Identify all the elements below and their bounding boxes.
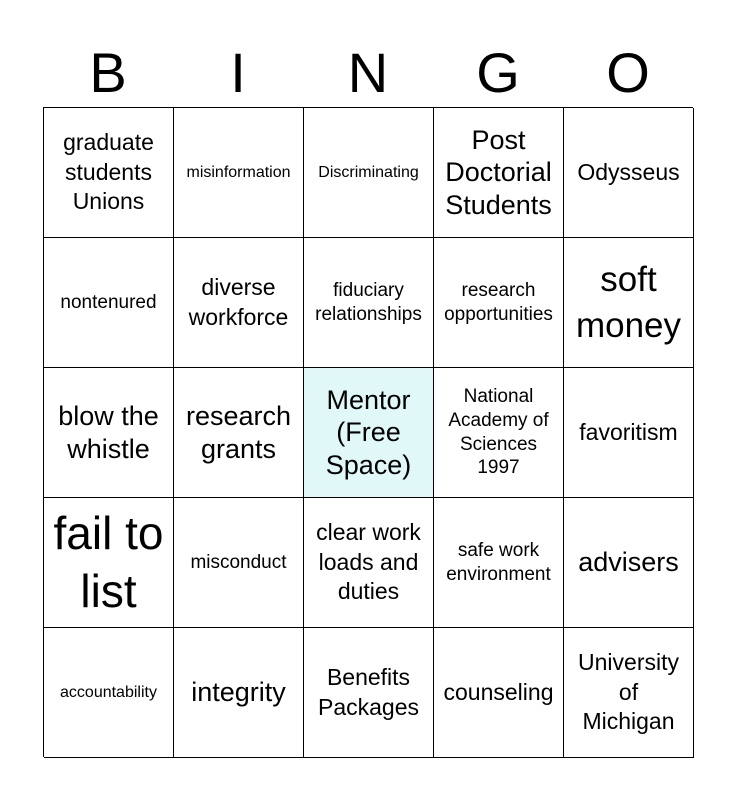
bingo-cell[interactable]: soft money: [564, 238, 694, 368]
bingo-cell[interactable]: nontenured: [44, 238, 174, 368]
bingo-cell[interactable]: Benefits Packages: [304, 628, 434, 758]
header-letter-g: G: [476, 41, 520, 104]
bingo-cell[interactable]: misconduct: [174, 498, 304, 628]
bingo-cell[interactable]: clear work loads and duties: [304, 498, 434, 628]
bingo-cell[interactable]: Post Doctorial Students: [434, 108, 564, 238]
bingo-cell[interactable]: University of Michigan: [564, 628, 694, 758]
bingo-cell[interactable]: safe work environment: [434, 498, 564, 628]
bingo-cell[interactable]: integrity: [174, 628, 304, 758]
bingo-header: [43, 40, 693, 106]
bingo-cell[interactable]: research opportunities: [434, 238, 564, 368]
bingo-cell[interactable]: blow the whistle: [44, 368, 174, 498]
bingo-cell[interactable]: fail to list: [44, 498, 174, 628]
header-letter-b: B: [89, 41, 127, 104]
bingo-cell[interactable]: National Academy of Sciences 1997: [434, 368, 564, 498]
bingo-cell[interactable]: misinformation: [174, 108, 304, 238]
bingo-cell[interactable]: graduate students Unions: [44, 108, 174, 238]
header-letter-o: O: [606, 41, 650, 104]
free-space-cell[interactable]: Mentor (Free Space): [304, 368, 434, 498]
header-letter-i: I: [230, 41, 246, 104]
bingo-cell[interactable]: favoritism: [564, 368, 694, 498]
header-letter-n: N: [347, 41, 389, 104]
bingo-cell[interactable]: fiduciary relationships: [304, 238, 434, 368]
bingo-cell[interactable]: Discriminating: [304, 108, 434, 238]
bingo-cell[interactable]: counseling: [434, 628, 564, 758]
bingo-cell[interactable]: research grants: [174, 368, 304, 498]
bingo-cell[interactable]: accountability: [44, 628, 174, 758]
bingo-board: [43, 107, 693, 757]
bingo-cell[interactable]: diverse workforce: [174, 238, 304, 368]
bingo-cell[interactable]: Odysseus: [564, 108, 694, 238]
bingo-cell[interactable]: advisers: [564, 498, 694, 628]
